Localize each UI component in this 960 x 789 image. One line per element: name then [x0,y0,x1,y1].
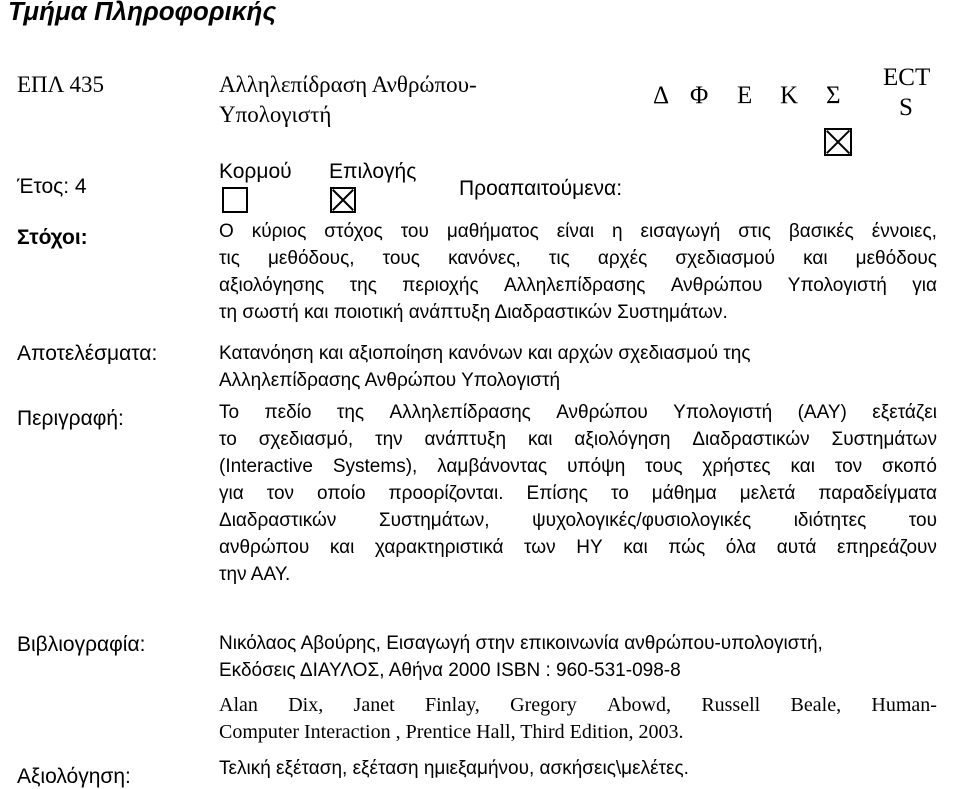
elective-checkbox[interactable] [330,187,356,213]
bibliography-entry-2-line-1: Alan Dix, Janet Finlay, Gregory Abowd, Russell Beale, Human- [219,694,937,716]
goals-line-3: αξιολόγησης της περιοχής Αλληλεπίδρασης Ανθρώπου Υπολογιστή για [219,275,937,296]
description-line-2: το σχεδιασμό, την ανάπτυξη και αξιολόγηση Διαδραστικών Συστημάτων [219,429,937,450]
day-s-checkbox[interactable] [824,128,852,156]
goals-line-2: τις μεθόδους, τους κανόνες, τις αρχές σχεδιασμού και μεθόδους [219,248,937,269]
course-code: ΕΠΛ 435 [17,72,104,97]
elective-type-label: Επιλογής [329,160,417,183]
description-line-7: την ΑΑΥ. [219,564,291,585]
description-paragraph [219,399,937,588]
core-type-label: Κορμού [219,160,292,183]
bibliography-entry-2 [219,692,937,746]
goals-line-4: τη σωστή και ποιοτική ανάπτυξη Διαδραστικών Συστημάτων. [219,302,728,323]
prerequisites-label: Προαπαιτούμενα: [459,177,623,200]
goals-line-1: Ο κύριος στόχος του μαθήματος είναι η εισαγωγή στις βασικές έννοιες, [219,221,937,242]
course-title-line-1: Αλληλεπίδραση Ανθρώπου- [219,72,477,97]
ects-line-2: S [899,94,913,121]
bibliography-entry-1-line-2: Εκδόσεις ΔΙΑΥΛΟΣ, Αθήνα 2000 ISBN : 960-531-098-8 [219,660,681,681]
outcomes-label: Αποτελέσματα: [17,342,158,365]
bibliography-entry-2-line-2: Computer Interaction , Prentice Hall, Third Edition, 2003. [219,721,684,743]
day-letter-k: Κ [780,82,799,109]
assessment-text: Τελική εξέταση, εξέταση ημιεξαμήνου, ασκήσεις\μελέτες. [219,758,689,779]
year-label: Έτος: 4 [17,175,87,198]
goals-paragraph [219,218,937,326]
bibliography-entry-1 [219,630,823,684]
day-letter-e: Ε [737,82,753,109]
day-letter-s: Σ [826,82,841,109]
description-line-5: Διαδραστικών Συστημάτων, ψυχολογικές/φυσιολογικές ιδιότητες του [219,510,937,531]
description-line-4: για τον οποίο προορίζονται. Επίσης το μάθημα μελετά παραδείγματα [219,483,937,504]
assessment-label: Αξιολόγηση: [17,765,131,788]
day-letter-f: Φ [690,82,709,109]
department-title: Τμήμα Πληροφορικής [8,0,277,26]
course-title-line-2: Υπολογιστή [219,102,332,127]
day-letter-d: Δ [653,82,670,109]
description-line-6: ανθρώπου και χαρακτηριστικά των ΗΥ και πώς όλα αυτά επηρεάζουν [219,537,937,558]
goals-label: Στόχοι: [17,226,88,249]
outcomes-line-1: Κατανόηση και αξιοποίηση κανόνων και αρχών σχεδιασμού της [219,343,751,364]
bibliography-label: Βιβλιογραφία: [17,633,146,656]
outcomes-paragraph [219,340,751,394]
description-line-3: (Interactive Systems), λαμβάνοντας υπόψη τους χρήστες και τον σκοπό [219,456,937,477]
outcomes-line-2: Αλληλεπίδρασης Ανθρώπου Υπολογιστή [219,370,561,391]
description-line-1: Το πεδίο της Αλληλεπίδρασης Ανθρώπου Υπολογιστή (ΑΑΥ) εξετάζει [219,402,937,423]
ects-line-1: ECT [883,64,931,91]
core-checkbox[interactable] [222,187,248,213]
bibliography-entry-1-line-1: Νικόλαος Αβούρης, Εισαγωγή στην επικοινωνία ανθρώπου-υπολογιστή, [219,633,823,654]
description-label: Περιγραφή: [17,407,124,430]
